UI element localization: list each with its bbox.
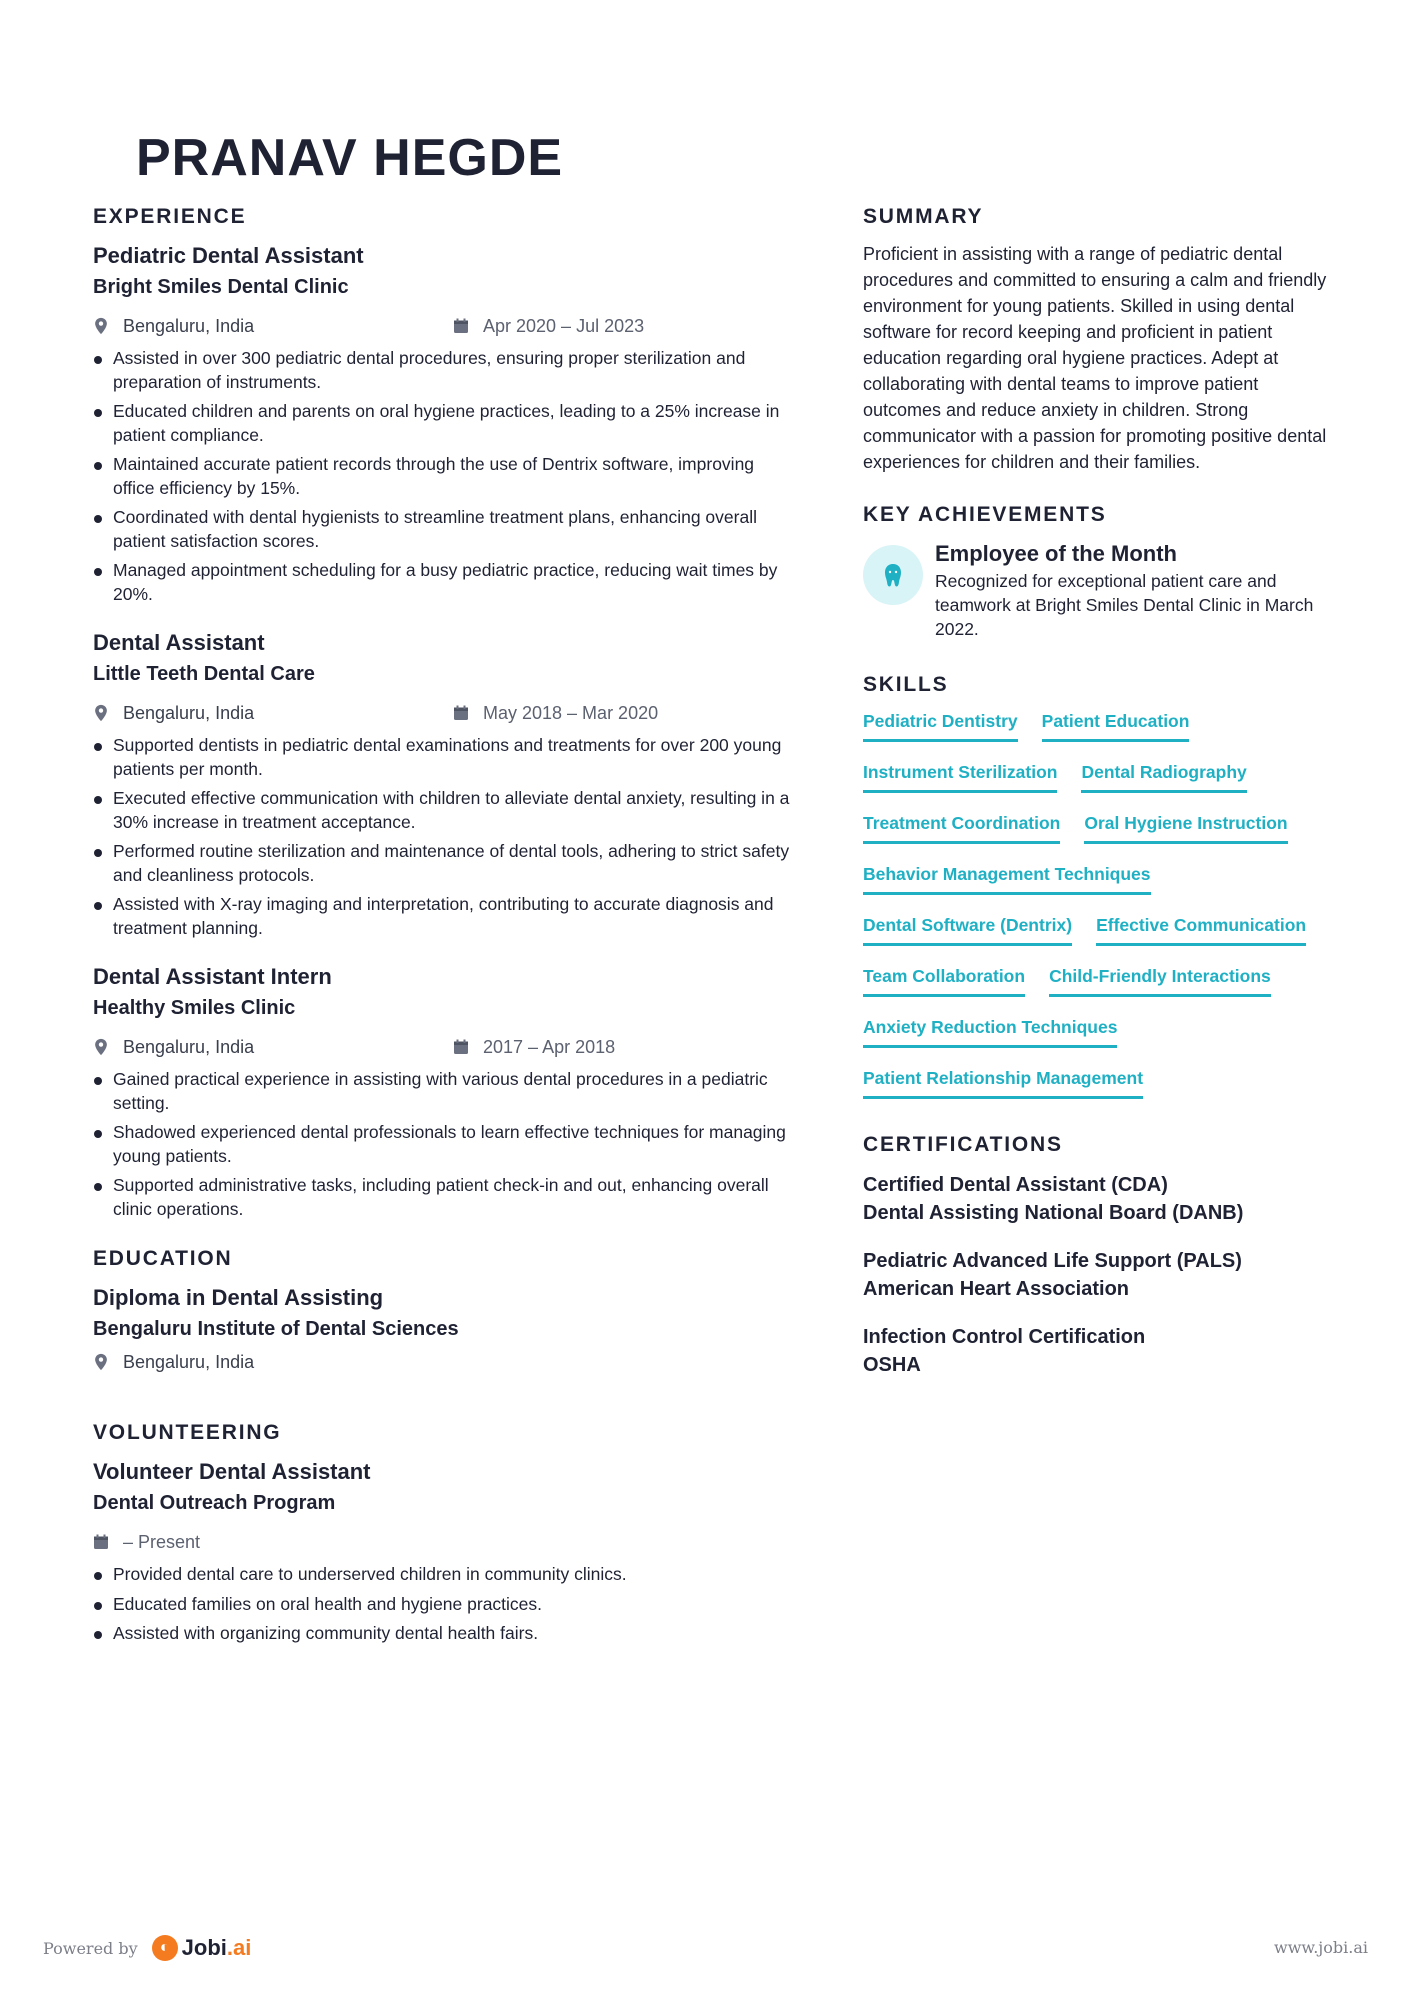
experience-section (93, 205, 793, 1221)
education-entry (93, 1283, 793, 1377)
bullet-item: Educated families on oral health and hygiene practices. (93, 1593, 793, 1617)
volunteer-bullets (93, 1563, 793, 1646)
powered-by-label: Powered by (43, 1938, 138, 1958)
skill-tag: Anxiety Reduction Techniques (863, 1015, 1117, 1048)
degree: Diploma in Dental Assisting (93, 1285, 384, 1310)
job-role: Dental Assistant (93, 630, 265, 655)
certification-name: Certified Dental Assistant (CDA) (863, 1174, 1168, 1196)
section-title-skills: SKILLS (863, 673, 949, 696)
experience-list (93, 241, 793, 1221)
skill-tag: Treatment Coordination (863, 811, 1060, 844)
education-meta (93, 1347, 793, 1377)
bullet-item: Coordinated with dental hygienists to streamline treatment plans, enhancing overall patient satisfaction scores. (93, 506, 793, 553)
certification-item (863, 1171, 1333, 1227)
location-pin-icon (93, 704, 109, 722)
location-text: Bengaluru, India (123, 1036, 255, 1057)
calendar-icon (453, 704, 469, 722)
volunteer-role: Volunteer Dental Assistant (93, 1459, 371, 1484)
volunteering-section (93, 1421, 793, 1646)
tooth-icon (863, 545, 923, 605)
location (93, 1037, 453, 1058)
certifications-list (863, 1171, 1333, 1379)
skill-tag: Child-Friendly Interactions (1049, 964, 1271, 997)
location (93, 703, 453, 724)
bullet-item: Gained practical experience in assisting with various dental procedures in a pediatric setting. (93, 1068, 793, 1115)
job-org: Bright Smiles Dental Clinic (93, 276, 349, 298)
date-text: Apr 2020 – Jul 2023 (483, 315, 645, 336)
skills-section (863, 673, 1333, 1099)
bullet-item: Supported dentists in pediatric dental examinations and treatments for over 200 young patients per month. (93, 734, 793, 781)
job-bullets (93, 347, 793, 606)
date-text: – Present (123, 1531, 201, 1552)
skill-tag: Pediatric Dentistry (863, 709, 1018, 742)
skill-tag: Dental Radiography (1081, 760, 1246, 793)
achievement-item (863, 539, 1333, 641)
bullet-item: Educated children and parents on oral hygiene practices, leading to a 25% increase in patient compliance. (93, 400, 793, 447)
summary-text: Proficient in assisting with a range of pediatric dental procedures and committed to ensuring a calm and friendly environment for young patients. Skilled in using dental software for record keeping and proficient in patient education regarding oral hygiene practices. Adept at collaborating with dental teams to improve patient outcomes and reduce anxiety in children. Strong communicator with a passion for promoting positive dental experiences for children and their families. (863, 244, 1327, 472)
achievements-section (863, 503, 1333, 641)
achievement-desc: Recognized for exceptional patient care and teamwork at Bright Smiles Dental Clinic in March 2022. (935, 571, 1314, 639)
date-text: May 2018 – Mar 2020 (483, 702, 659, 723)
education-section (93, 1247, 793, 1377)
calendar-icon (453, 1038, 469, 1056)
achievement-title: Employee of the Month (935, 541, 1177, 566)
experience-entry (93, 628, 793, 940)
location (93, 1352, 453, 1373)
skill-tag: Dental Software (Dentrix) (863, 913, 1072, 946)
job-bullets (93, 1068, 793, 1221)
job-meta (93, 1032, 793, 1062)
section-title-certifications: CERTIFICATIONS (863, 1133, 1063, 1156)
school: Bengaluru Institute of Dental Sciences (93, 1318, 459, 1340)
right-column (863, 205, 1333, 1399)
volunteering-entry (93, 1457, 793, 1646)
calendar-icon (93, 1533, 109, 1551)
certification-issuer: OSHA (863, 1354, 921, 1376)
brand-main: Jobi (181, 1935, 227, 1960)
certification-issuer: Dental Assisting National Board (DANB) (863, 1202, 1244, 1224)
achievement-body (935, 539, 1333, 641)
bullet-item: Maintained accurate patient records through the use of Dentrix software, improving office efficiency by 15%. (93, 453, 793, 500)
bullet-item: Supported administrative tasks, including patient check-in and out, enhancing overall clinic operations. (93, 1174, 793, 1221)
bullet-item: Assisted with organizing community dental health fairs. (93, 1622, 793, 1646)
certification-issuer: American Heart Association (863, 1278, 1130, 1300)
date-range (93, 1532, 200, 1553)
location-text: Bengaluru, India (123, 315, 255, 336)
skill-tag: Oral Hygiene Instruction (1084, 811, 1287, 844)
bullet-item: Provided dental care to underserved children in community clinics. (93, 1563, 793, 1587)
job-meta (93, 311, 793, 341)
bullet-item: Executed effective communication with children to alleviate dental anxiety, resulting in a 30% increase in treatment acceptance. (93, 787, 793, 834)
bullet-item: Performed routine sterilization and maintenance of dental tools, adhering to strict safety and cleanliness protocols. (93, 840, 793, 887)
section-title-experience: EXPERIENCE (93, 205, 247, 228)
experience-entry (93, 241, 793, 606)
skill-tag: Patient Education (1042, 709, 1190, 742)
skill-tag: Instrument Sterilization (863, 760, 1057, 793)
certification-name: Pediatric Advanced Life Support (PALS) (863, 1250, 1242, 1272)
skill-tag: Team Collaboration (863, 964, 1025, 997)
section-title-achievements: KEY ACHIEVEMENTS (863, 503, 1107, 526)
volunteer-org: Dental Outreach Program (93, 1492, 336, 1514)
job-org: Healthy Smiles Clinic (93, 997, 296, 1019)
date-text: 2017 – Apr 2018 (483, 1036, 616, 1057)
location-pin-icon (93, 317, 109, 335)
certifications-section (863, 1133, 1333, 1379)
skill-tag: Effective Communication (1096, 913, 1306, 946)
date-range (453, 316, 644, 337)
bullet-item: Assisted with X-ray imaging and interpretation, contributing to accurate diagnosis and treatment planning. (93, 893, 793, 940)
skill-tag: Behavior Management Techniques (863, 862, 1151, 895)
job-org: Little Teeth Dental Care (93, 663, 315, 685)
left-column (93, 205, 793, 1668)
certification-item (863, 1247, 1333, 1303)
job-bullets (93, 734, 793, 940)
certification-name: Infection Control Certification (863, 1326, 1146, 1348)
skill-tag: Patient Relationship Management (863, 1066, 1143, 1099)
section-title-summary: SUMMARY (863, 205, 984, 228)
date-range (453, 703, 658, 724)
location-pin-icon (93, 1038, 109, 1056)
powered-by (43, 1935, 251, 1961)
jobi-logo[interactable] (152, 1935, 252, 1961)
certification-item (863, 1323, 1333, 1379)
bullet-item: Shadowed experienced dental professionals to learn effective techniques for managing young patients. (93, 1121, 793, 1168)
brand-suffix: .ai (226, 1935, 252, 1960)
location-pin-icon (93, 1353, 109, 1371)
bullet-item: Managed appointment scheduling for a busy pediatric practice, reducing wait times by 20%. (93, 559, 793, 606)
summary-section (863, 205, 1333, 475)
jobi-logo-icon: ◐ (152, 1935, 178, 1961)
section-title-volunteering: VOLUNTEERING (93, 1421, 282, 1444)
skills-list (863, 709, 1333, 1099)
date-range (453, 1037, 615, 1058)
job-role: Dental Assistant Intern (93, 964, 332, 989)
footer-url[interactable]: www.jobi.ai (1274, 1938, 1368, 1957)
candidate-name: PRANAV HEGDE (136, 129, 564, 178)
job-meta (93, 698, 793, 728)
experience-entry (93, 962, 793, 1221)
location-text: Bengaluru, India (123, 1351, 255, 1372)
location (93, 316, 453, 337)
volunteer-meta (93, 1527, 793, 1557)
job-role: Pediatric Dental Assistant (93, 243, 364, 268)
bullet-item: Assisted in over 300 pediatric dental procedures, ensuring proper sterilization and preparation of instruments. (93, 347, 793, 394)
section-title-education: EDUCATION (93, 1247, 233, 1270)
calendar-icon (453, 317, 469, 335)
location-text: Bengaluru, India (123, 702, 255, 723)
